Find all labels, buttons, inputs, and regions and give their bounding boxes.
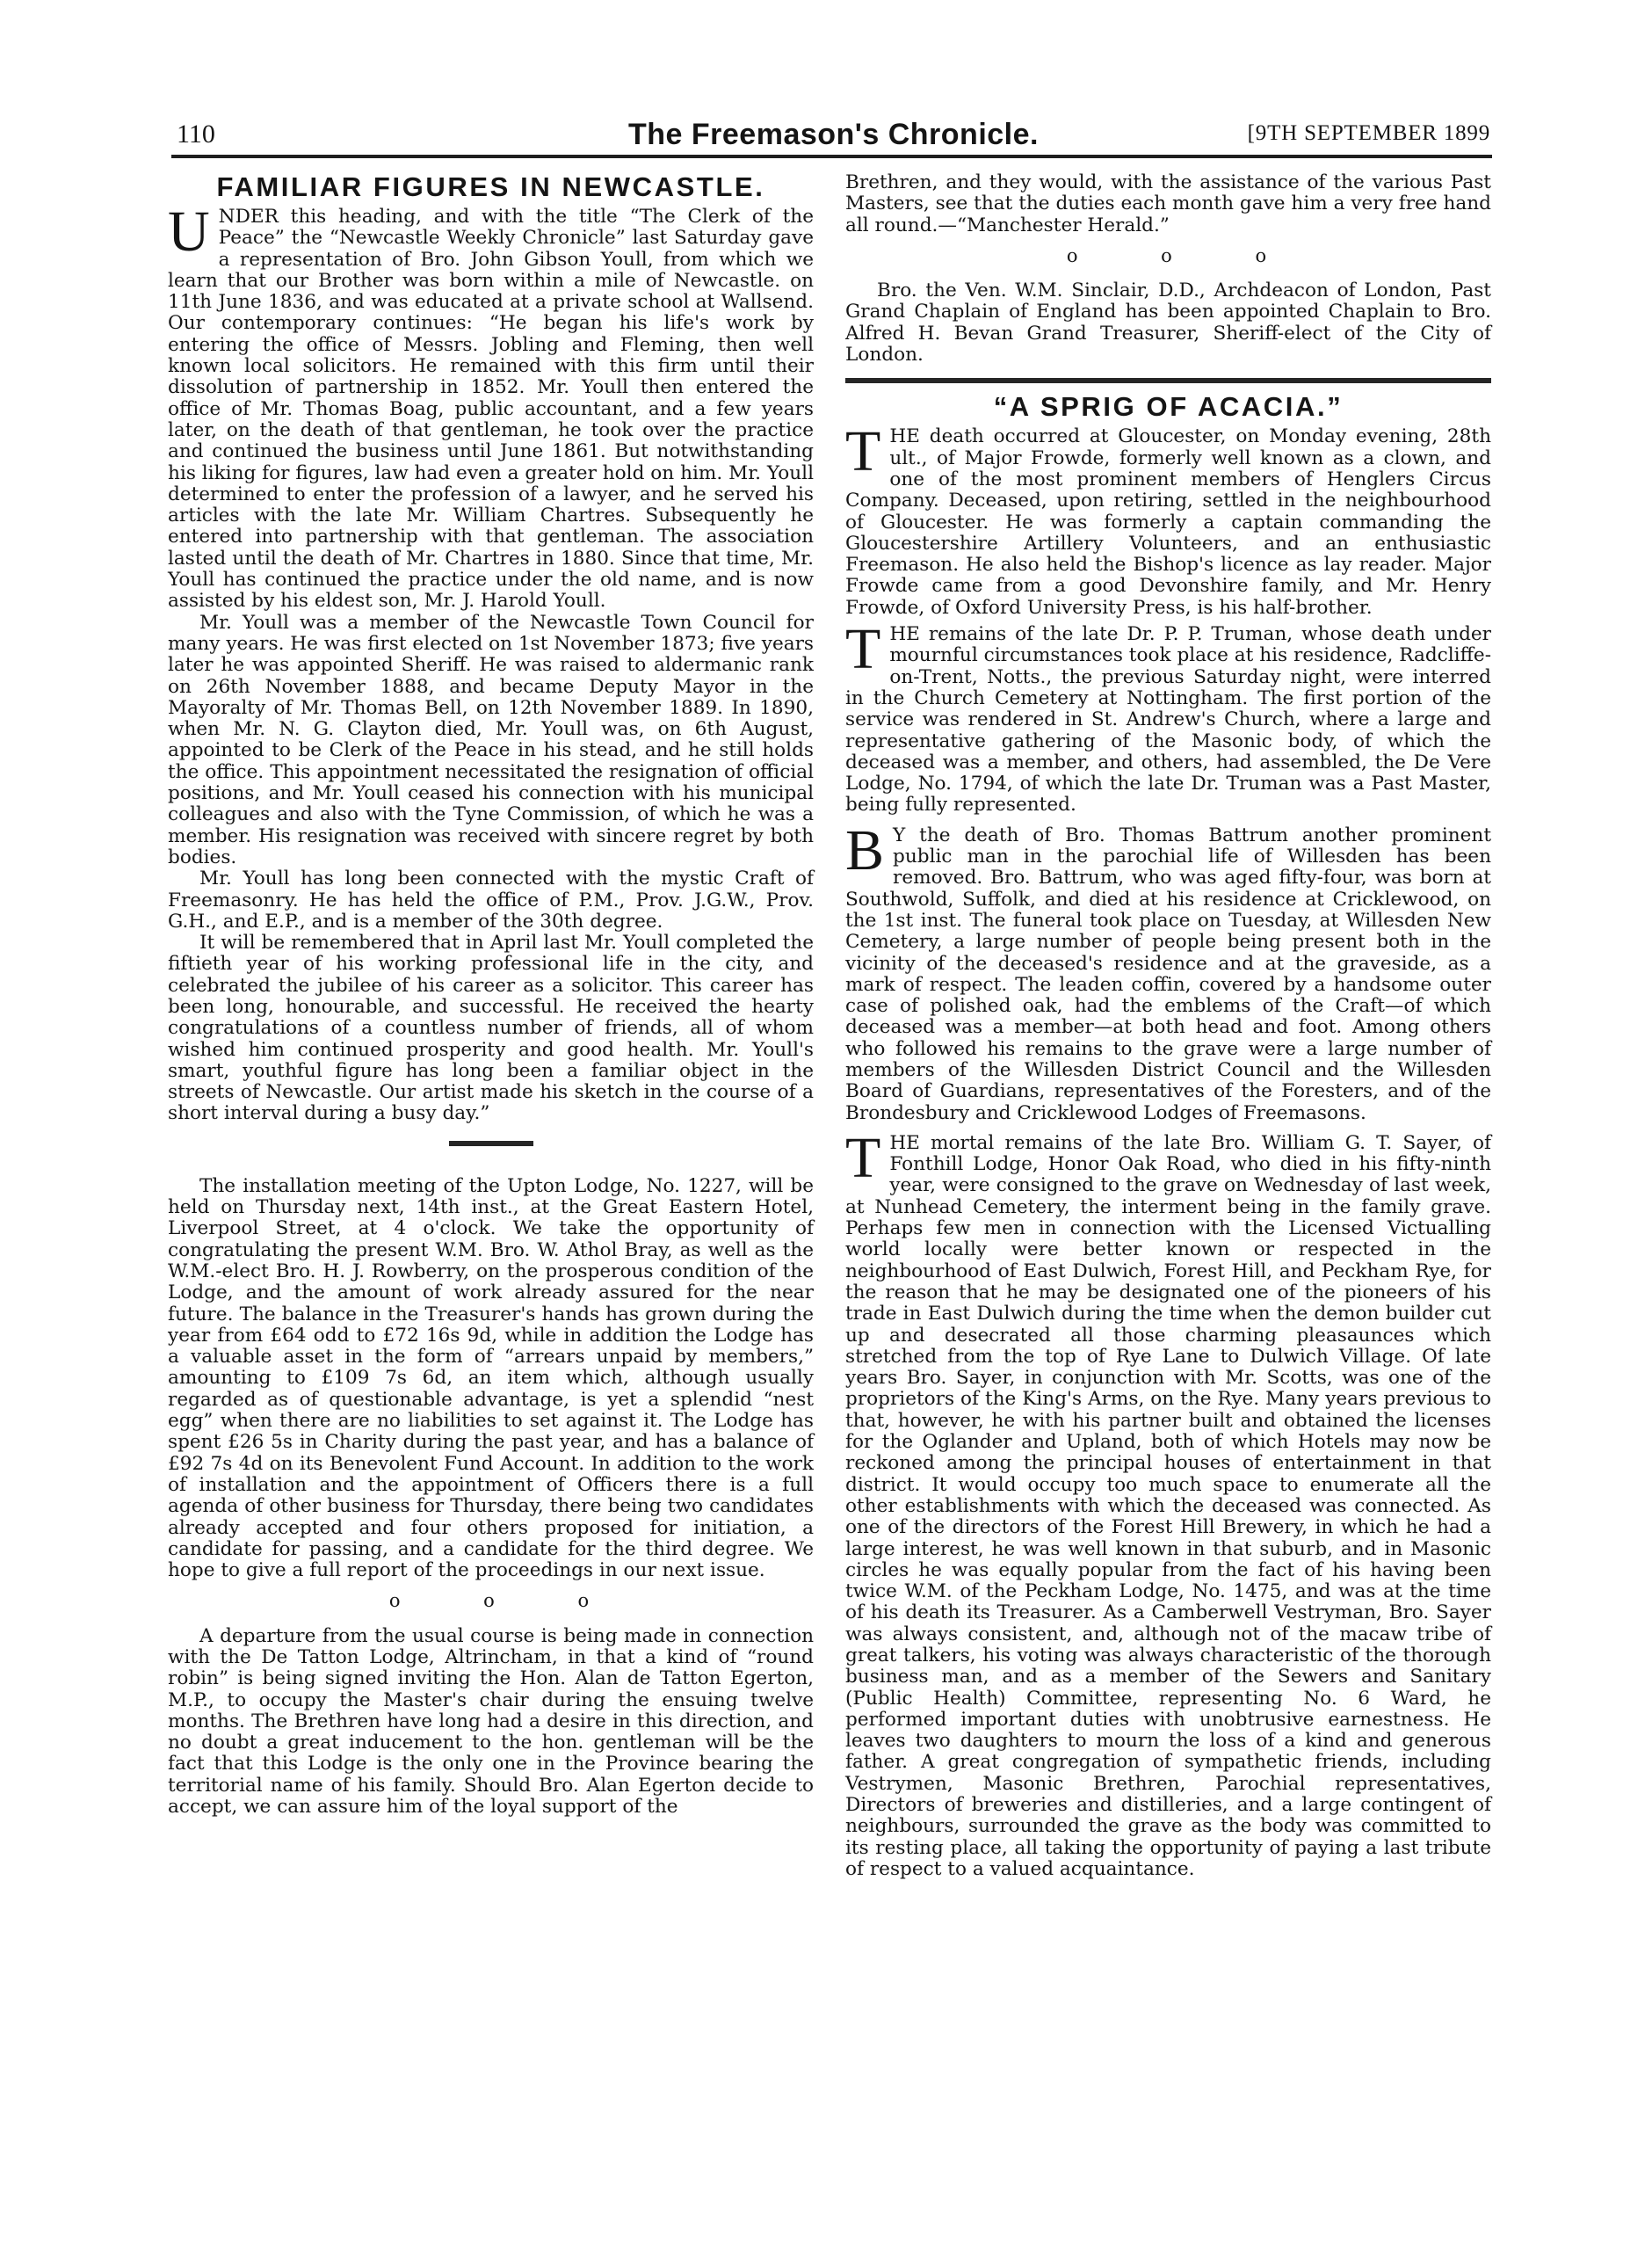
article-heading-acacia: “A SPRIG OF ACACIA.” (993, 391, 1344, 423)
article-paragraph: Mr. Youll has long been connected with the mystic Craft of Freemasonry. He has held the office of P.M., Prov. J.G.W., Prov. G.H., and E.P., and is a member of the 30th degree. (168, 868, 814, 933)
right-column (845, 172, 1491, 1880)
section-divider (845, 378, 1491, 383)
article-heading-newcastle: FAMILIAR FIGURES IN NEWCASTLE. (216, 171, 765, 202)
left-column (168, 172, 814, 1818)
article-paragraph: A departure from the usual course is being made in connection with the De Tatton Lodge, Altrincham, in that a kind of “round robin” is being signed inviting the Hon. Alan de Tatton Egerton, M.P., to occupy the Master's chair during the ensuing twelve months. The Brethren have long had a desire in this direction, and no doubt a great inducement to the hon. gentleman will be the fact that this Lodge is the only one in the Province bearing the territorial name of his family. Should Bro. Alan Egerton decide to accept, we can assure him of the loyal support of the (168, 1624, 814, 1819)
article-paragraph (168, 200, 814, 613)
publication-title: The Freemason's Chronicle. (628, 118, 1039, 151)
article-paragraph: It will be remembered that in April last Mr. Youll completed the fiftieth year of his working professional life in the city, and celebrated the jubilee of his career as a solicitor. This career has been long, honourable, and successful. He received the hearty congratulations of a countless number of friends, all of whom wished him continued prosperity and good health. Mr. Youll's smart, youthful figure has long been a familiar object in the streets of Newcastle. Our artist made his sketch in the course of a short interval during a busy day.” (168, 932, 814, 1125)
masthead-rule (171, 155, 1492, 158)
article-paragraph (845, 1125, 1491, 1880)
article-paragraph (845, 817, 1491, 1124)
article-paragraph (845, 617, 1491, 817)
paragraph-text: NDER this heading, and with the title “The Clerk of the Peace” the “Newcastle Weekly Chronicle” last Saturday gave a representation of Bro. John Gibson Youll, from which we learn that our Brother was born within a mile of Newcastle. on 11th June 1836, and was educated at a private school at Wallsend. Our contemporary continues: “He began his life's work by entering the office of Messrs. Jobling and Fleming, then well known local solicitors. He remained with this firm until their dissolution of partnership in 1852. Mr. Youll then entered the office of Mr. Thomas Boag, public accountant, and a few years later, on the death of that gentleman, he took over the practice and continued the business until June 1861. But notwithstanding his liking for figures, law had even a greater hold on him. Mr. Youll determined to enter the profession of a lawyer, and he served his articles with the late Mr. William Chartres. Subsequently he entered into partnership with that gentleman. The association lasted until the death of Mr. Chartres in 1880. Since that time, Mr. Youll has continued the practice under the old name, and is now assisted by his eldest son, Mr. J. Harold Youll. (168, 206, 814, 613)
drop-cap: U (168, 200, 210, 264)
drop-cap: T (845, 419, 881, 484)
paragraph-text: HE remains of the late Dr. P. P. Truman, whose death under mournful circumstances took place at his residence, Radcliffe-on-Trent, Notts., the previous Saturday night, were interred in the Church Cemetery at Nottingham. The first portion of the service was rendered in St. Andrew's Church, where a large and representative gathering of the Masonic body, of which the deceased was a member, and others, had assembled, the De Vere Lodge, No. 1794, of which the late Dr. Truman was a Past Master, being fully represented. (845, 623, 1491, 817)
article-paragraph: Mr. Youll was a member of the Newcastle Town Council for many years. He was first elected on 1st November 1873; five years later he was appointed Sheriff. He was raised to aldermanic rank on 26th November 1888, and became Deputy Mayor in the Mayoralty of Mr. Thomas Bell, on 12th November 1889. In 1890, when Mr. N. G. Clayton died, Mr. Youll was, on 6th August, appointed to be Clerk of the Peace in his stead, and he still holds the office. This appointment necessitated the resignation of official positions, and Mr. Youll ceased his connection with his municipal colleagues and also with the Tyne Commission, of which he was a member. His resignation was received with sincere regret by both bodies. (168, 611, 814, 868)
issue-date: [9TH SEPTEMBER 1899 (1247, 121, 1490, 145)
paragraph-text: Y the death of Bro. Thomas Battrum another prominent public man in the parochial life of Willesden has been removed. Bro. Battrum, who was aged fifty-four, was born at Southwold, Suffolk, and died at his residence at Cricklewood, on the 1st inst. The funeral took place on Tuesday, at Willesden New Cemetery, a large number of people being present both in the vicinity of the deceased's residence and at the graveside, as a mark of respect. The leaden coffin, covered by a handsome outer case of polished oak, had the emblems of the Craft—of which deceased was a member—at both head and foot. Among others who followed his remains to the grave were a large number of members of the Willesden District Council and the Willesden Board of Guardians, representatives of the Foresters, and of the Brondesbury and Cricklewood Lodges of Freemasons. (845, 824, 1491, 1124)
paragraph-text: HE mortal remains of the late Bro. William G. T. Sayer, of Fonthill Lodge, Honor Oak Road, who died in his fifty-ninth year, were consigned to the grave on Wednesday of last week, at Nunhead Cemetery, the interment being in the family grave. Perhaps few men in connection with the Licensed Victualling world locally were better known or respected in the neighbourhood of East Dulwich, Forest Hill, and Peckham Rye, for the reason that he may be designated one of the pioneers of his trade in East Dulwich during the time when the demon builder cut up and desecrated all those charming pleasaunces which stretched from the top of Rye Lane to Dulwich Village. Of late years Bro. Sayer, in conjunction with Mr. Scotts, was one of the proprietors of the King's Arms, on the Rye. Many years previous to that, however, he with his partner built and obtained the licenses for the Oglander and Upland, both of which Hotels may now be reckoned among the principal houses of entertainment in that district. It would occupy too much space to enumerate all the other establishments with which the deceased was connected. As one of the directors of the Forest Hill Brewery, in which he had a large interest, he was well known in that suburb, and in Masonic circles he was equally popular from the fact of his having been twice W.M. of the Peckham Lodge, No. 1475, and was at the time of his death its Treasurer. As a Camberwell Vestryman, Bro. Sayer was always consistent, and, although not of the macaw tribe of great talkers, his voting was always characteristic of the thorough business man, and as a member of the Sewers and Sanitary (Public Health) Committee, representing No. 6 Ward, he performed important duties with unobtrusive earnestness. He leaves two daughters to mourn the loss of a kind and generous father. A great congregation of sympathetic friends, including Vestrymen, Masonic Brethren, Parochial representatives, Directors of breweries and distilleries, and a large contingent of neighbours, surrounded the grave as the body was committed to its resting place, all taking the opportunity of paying a last tribute of respect to a valued acquaintance. (845, 1131, 1491, 1880)
masthead (177, 120, 1490, 155)
drop-cap: B (845, 817, 885, 882)
article-paragraph (845, 419, 1491, 619)
section-separator-dots: o o o (1066, 244, 1306, 266)
article-paragraph: Bro. the Ven. W.M. Sinclair, D.D., Archdeacon of London, Past Grand Chaplain of England has been appointed Chaplain to Bro. Alfred H. Bevan Grand Treasurer, Sheriff-elect of the City of London. (845, 280, 1491, 367)
drop-cap: T (845, 617, 881, 682)
article-paragraph: Brethren, and they would, with the assistance of the various Past Masters, see that the duties each month gave him a very free hand all round.—“Manchester Herald.” (845, 171, 1491, 236)
section-separator-dots: o o o (388, 1590, 628, 1612)
article-paragraph: The installation meeting of the Upton Lodge, No. 1227, will be held on Thursday next, 14th inst., at the Great Eastern Hotel, Liverpool Street, at 4 o'clock. We take the opportunity of congratulating the present W.M. Bro. W. Athol Bray, as well as the W.M.-elect Bro. H. J. Rowberry, on the prosperous condition of the Lodge, and the amount of work already assured for the near future. The balance in the Treasurer's hands has grown during the year from £64 odd to £72 16s 9d, while in addition the Lodge has a valuable asset in the form of “arrears unpaid by members,” amounting to £109 7s 6d, an item which, although usually regarded as of questionable advantage, is yet a splendid “nest egg” when there are no liabilities to set against it. The Lodge has spent £26 5s in Charity during the past year, and has a balance of £92 7s 4d on its Benevolent Fund Account. In addition to the work of installation and the appointment of Officers there is a full agenda of other business for Thursday, there being two candidates already accepted and four others proposed for initiation, a candidate for passing, and a candidate for the third degree. We hope to give a full report of the proceedings in our next issue. (168, 1174, 814, 1582)
page-number: 110 (177, 120, 215, 149)
drop-cap: T (845, 1125, 881, 1190)
paragraph-text: HE death occurred at Gloucester, on Monday evening, 28th ult., of Major Frowde, formerly well known as a clown, and one of the most prominent members of Henglers Circus Company. Deceased, upon retiring, settled in the neighbourhood of Gloucester. He was formerly a captain commanding the Gloucestershire Artillery Volunteers, and an enthusiastic Freemason. He also held the Bishop's licence as lay reader. Major Frowde came from a good Devonshire family, and Mr. Henry Frowde, of Oxford University Press, is his half-brother. (845, 425, 1491, 619)
section-divider (449, 1141, 533, 1146)
